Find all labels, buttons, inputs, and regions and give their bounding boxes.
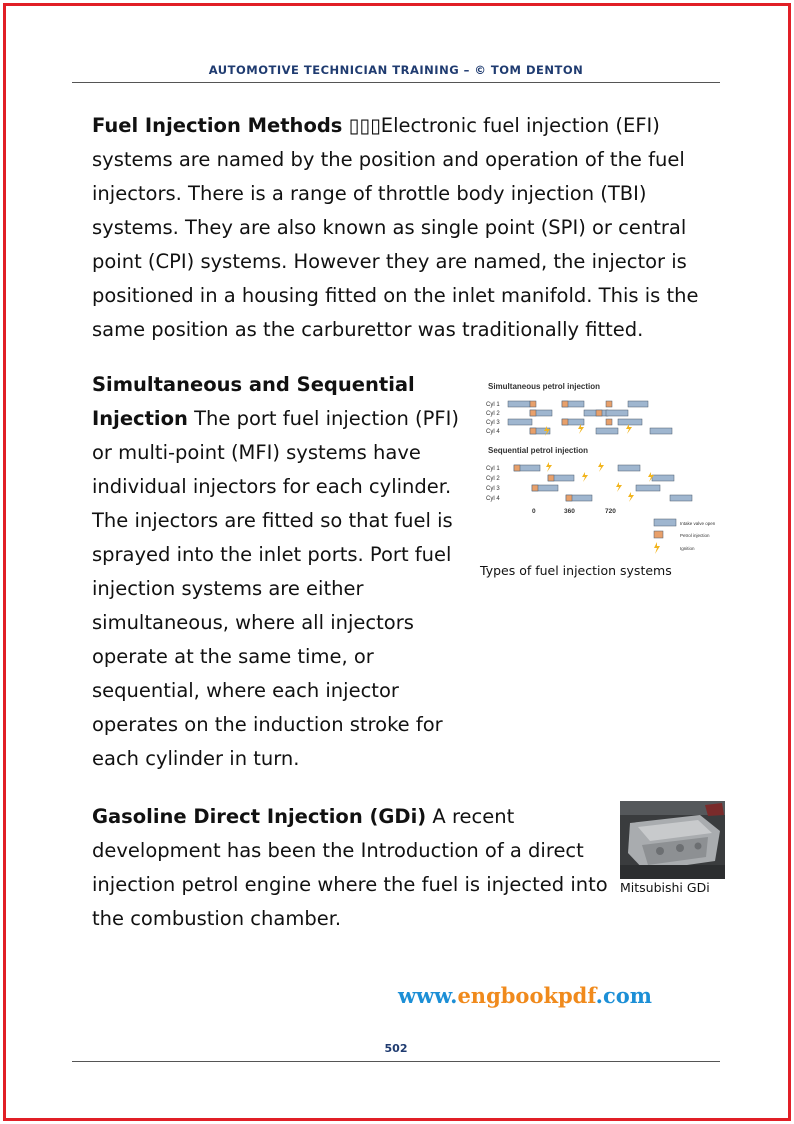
paragraph-simultaneous-sequential (92, 368, 470, 776)
injection-marker (566, 495, 572, 501)
footer-rule (72, 1061, 720, 1062)
legend-label-ignition: Ignition (680, 546, 695, 551)
body-simultaneous-sequential: The port fuel injection (PFI) or multi-point (MFI) systems have individual injectors for each cylinder. The injectors are fitted so that fuel is sprayed into the inlet ports. Port fuel injection systems are either simultaneous, where all injectors operate at the same time, or sequential, where each injector operates on the induction stroke for each cylinder in turn. (92, 407, 459, 770)
paragraph-fuel-injection-methods (92, 109, 722, 347)
ignition-marker (616, 482, 622, 492)
axis-tick-0: 0 (532, 508, 536, 515)
cyl-label-top-4: Cyl 4 (486, 429, 500, 435)
paragraph-gdi (92, 800, 612, 936)
ignition-marker (546, 462, 552, 472)
injection-marker (548, 475, 554, 481)
watermark-suffix: .com (595, 983, 652, 1008)
intake-bar (596, 428, 618, 434)
legend-label-intake: Intake valve open (680, 521, 716, 526)
intake-bar (650, 428, 672, 434)
sequential-bars (514, 462, 692, 502)
ignition-marker (582, 472, 588, 482)
intake-bar (508, 401, 530, 407)
cyl-label-top-2: Cyl 2 (486, 411, 500, 417)
injection-marker (596, 410, 602, 416)
legend-ignition-icon (654, 542, 660, 554)
body-fuel-injection-methods: ▯▯▯Electronic fuel injection (EFI) systems are named by the position and operation of the fuel injectors. There is a range of throttle body injection (TBI) systems. They are also known as single point (SPI) or central point (CPI) systems. However they are named, the injector is positioned in a housing fitted on the inlet manifold. This is the same position as the carburettor was traditionally fitted. (92, 114, 699, 341)
engine-photo (620, 801, 725, 879)
page-number: 502 (384, 1042, 408, 1055)
ignition-marker (626, 424, 632, 434)
cyl-label-bottom-1: Cyl 1 (486, 466, 500, 472)
running-header: AUTOMOTIVE TECHNICIAN TRAINING – © TOM DENTON (208, 63, 584, 77)
heading-gdi: Gasoline Direct Injection (GDi) (92, 805, 427, 828)
injection-marker (514, 465, 520, 471)
injection-marker (530, 428, 536, 434)
intake-bar (618, 465, 640, 471)
intake-bar (618, 419, 642, 425)
intake-bar (508, 419, 532, 425)
cyl-label-bottom-3: Cyl 3 (486, 486, 500, 492)
cyl-label-top-1: Cyl 1 (486, 402, 500, 408)
injection-timing-diagram (478, 378, 734, 558)
heading-simultaneous-sequential: Simultaneous and Sequential Injection (92, 373, 415, 430)
watermark-url (398, 983, 652, 1008)
watermark-prefix: www. (398, 983, 458, 1008)
header-rule (72, 82, 720, 83)
axis-tick-360: 360 (564, 508, 575, 515)
legend-swatch-intake (654, 519, 676, 526)
figure-caption-injection-types: Types of fuel injection systems (480, 563, 672, 578)
axis-tick-720: 720 (605, 508, 616, 515)
ignition-marker (578, 424, 584, 434)
cyl-label-bottom-2: Cyl 2 (486, 476, 500, 482)
ignition-marker (598, 462, 604, 472)
body-gdi: A recent development has been the Introduction of a direct injection petrol engine where the fuel is injected into the combustion chamber. (92, 805, 608, 930)
figure-caption-gdi: Mitsubishi GDi (620, 880, 710, 895)
injection-marker (532, 485, 538, 491)
injection-marker (606, 401, 612, 407)
cyl-label-top-3: Cyl 3 (486, 420, 500, 426)
injection-marker (606, 419, 612, 425)
injection-marker (530, 401, 536, 407)
watermark-domain: engbookpdf (457, 983, 596, 1008)
intake-bar (670, 495, 692, 501)
heading-fuel-injection-methods: Fuel Injection Methods (92, 114, 343, 137)
intake-bar (652, 475, 674, 481)
intake-bar (628, 401, 648, 407)
injection-marker (562, 401, 568, 407)
intake-bar (606, 410, 628, 416)
diagram-title-simultaneous: Simultaneous petrol injection (488, 382, 601, 391)
legend-swatch-injection (654, 531, 663, 538)
simultaneous-bars (508, 401, 672, 436)
intake-bar (636, 485, 660, 491)
injection-marker (530, 410, 536, 416)
injection-marker (562, 419, 568, 425)
legend-label-injection: Petrol injection (680, 533, 710, 538)
cyl-label-bottom-4: Cyl 4 (486, 496, 500, 502)
diagram-title-sequential: Sequential petrol injection (488, 446, 589, 455)
ignition-marker (628, 492, 634, 502)
